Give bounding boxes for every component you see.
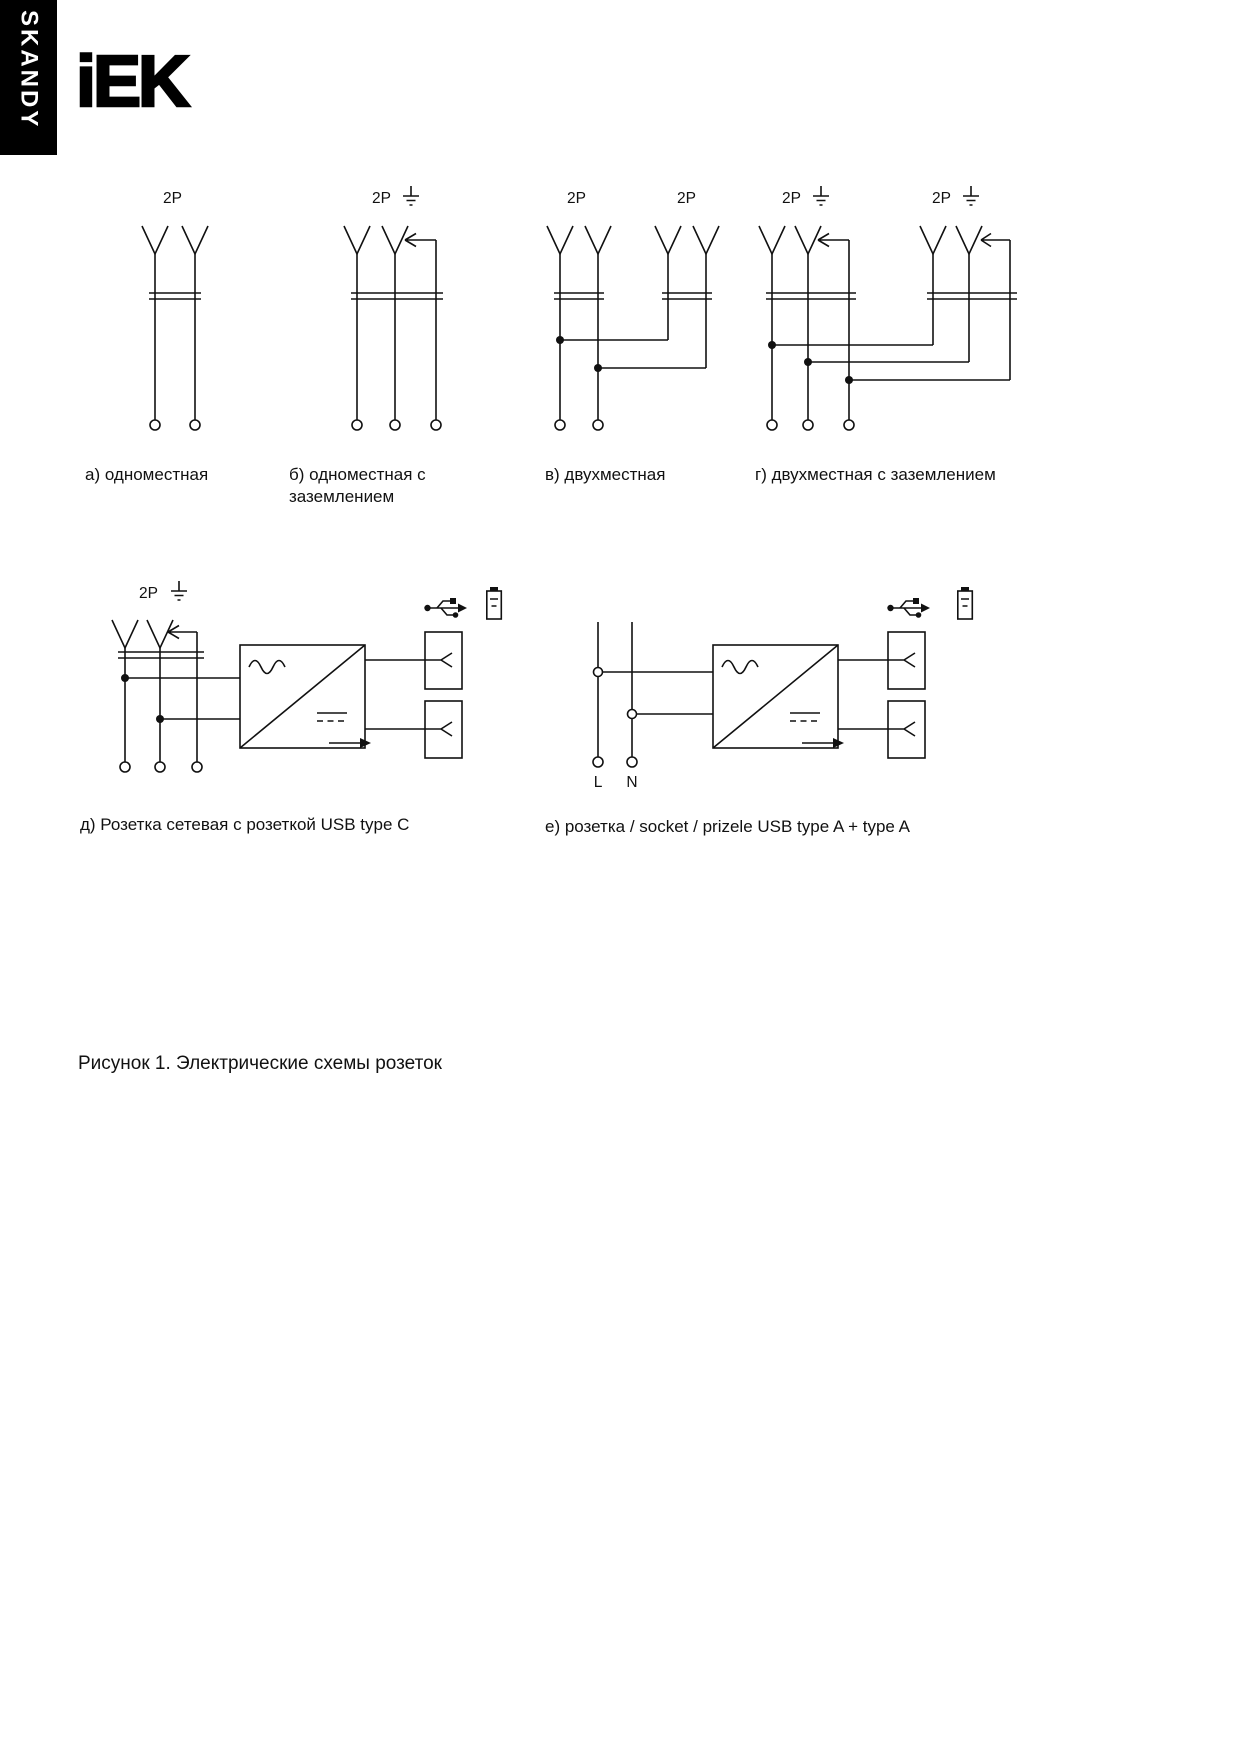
ac-dc-converter-box	[240, 645, 371, 748]
earth-ground-icon	[403, 186, 419, 205]
pole-label: 2P	[567, 190, 586, 207]
socket-contact-icon	[382, 226, 408, 254]
diagram-b-caption: б) одноместная с заземлением	[289, 465, 426, 507]
diagram-b-schematic	[344, 186, 443, 430]
diagram-v-caption: в) двухместная	[545, 465, 666, 484]
socket-body-plate	[351, 293, 443, 299]
terminal-circle	[627, 757, 637, 767]
terminal-circle	[190, 420, 200, 430]
terminal-circle	[390, 420, 400, 430]
pole-label: 2P	[163, 190, 182, 207]
usb-outlet-module	[888, 701, 925, 758]
pole-label: 2P	[932, 190, 951, 207]
earth-pin-arrow-icon	[168, 626, 197, 639]
tap-terminal-circle	[594, 668, 603, 677]
battery-icon	[958, 587, 973, 619]
iek-logo-text: iEK	[76, 42, 188, 122]
tap-terminal-circle	[628, 710, 637, 719]
socket-contact-icon	[344, 226, 370, 254]
pole-label: 2P	[372, 190, 391, 207]
diagram-e-schematic	[593, 587, 972, 767]
terminal-circle	[593, 757, 603, 767]
neutral-terminal-label: N	[626, 774, 638, 791]
terminal-circle	[120, 762, 130, 772]
earth-ground-icon	[813, 186, 829, 205]
diagram-a-caption: а) одноместная	[85, 465, 209, 484]
terminal-circle	[150, 420, 160, 430]
line-terminal-label: L	[593, 774, 603, 791]
figure-caption: Рисунок 1. Электрические схемы розеток	[78, 1053, 442, 1074]
diagram-g-caption: г) двухместная с заземлением	[755, 465, 996, 484]
earth-pin-arrow-icon	[818, 234, 849, 247]
ac-dc-converter-box	[713, 645, 844, 748]
pole-label: 2P	[782, 190, 801, 207]
socket-body-plate	[149, 293, 201, 299]
earth-pin-arrow-icon	[981, 234, 1010, 247]
pole-label: 2P	[677, 190, 696, 207]
diagram-v-schematic	[547, 226, 719, 430]
pole-label: 2P	[139, 585, 158, 602]
terminal-circle	[767, 420, 777, 430]
socket-contact-icon	[920, 226, 946, 254]
diagram-g-schematic	[759, 186, 1017, 430]
earth-ground-icon	[171, 581, 187, 600]
socket-body-plate	[927, 293, 1017, 299]
diagram-e-caption: е) розетка / socket / prizele USB type A + type A	[545, 817, 911, 836]
socket-contact-icon	[655, 226, 681, 254]
terminal-circle	[803, 420, 813, 430]
junction-dot	[556, 336, 564, 344]
series-label: SKANDY	[15, 10, 43, 130]
usb-outlet-module	[888, 632, 925, 689]
socket-contact-icon	[693, 226, 719, 254]
socket-contact-icon	[795, 226, 821, 254]
earth-pin-arrow-icon	[405, 234, 436, 247]
usb-outlet-module	[425, 632, 462, 689]
junction-dot	[768, 341, 776, 349]
socket-contact-icon	[182, 226, 208, 254]
usb-icon	[887, 598, 930, 618]
diagram-d-caption: д) Розетка сетевая с розеткой USB type C	[80, 815, 410, 834]
diagram-d-schematic	[112, 581, 501, 772]
diagram-a-schematic	[142, 226, 208, 430]
socket-body-plate	[662, 293, 712, 299]
usb-outlet-module	[425, 701, 462, 758]
terminal-circle	[431, 420, 441, 430]
terminal-circle	[352, 420, 362, 430]
usb-icon	[424, 598, 467, 618]
junction-dot	[594, 364, 602, 372]
terminal-circle	[593, 420, 603, 430]
junction-dot	[804, 358, 812, 366]
terminal-circle	[844, 420, 854, 430]
terminal-circle	[155, 762, 165, 772]
junction-dot	[156, 715, 164, 723]
junction-dot	[845, 376, 853, 384]
socket-contact-icon	[147, 620, 173, 648]
junction-dot	[121, 674, 129, 682]
terminal-circle	[192, 762, 202, 772]
socket-contact-icon	[112, 620, 138, 648]
socket-body-plate	[554, 293, 604, 299]
socket-contact-icon	[956, 226, 982, 254]
socket-contact-icon	[759, 226, 785, 254]
earth-ground-icon	[963, 186, 979, 205]
socket-body-plate	[118, 652, 204, 658]
terminal-circle	[555, 420, 565, 430]
socket-body-plate	[766, 293, 856, 299]
socket-contact-icon	[547, 226, 573, 254]
socket-contact-icon	[585, 226, 611, 254]
battery-icon	[487, 587, 502, 619]
socket-contact-icon	[142, 226, 168, 254]
